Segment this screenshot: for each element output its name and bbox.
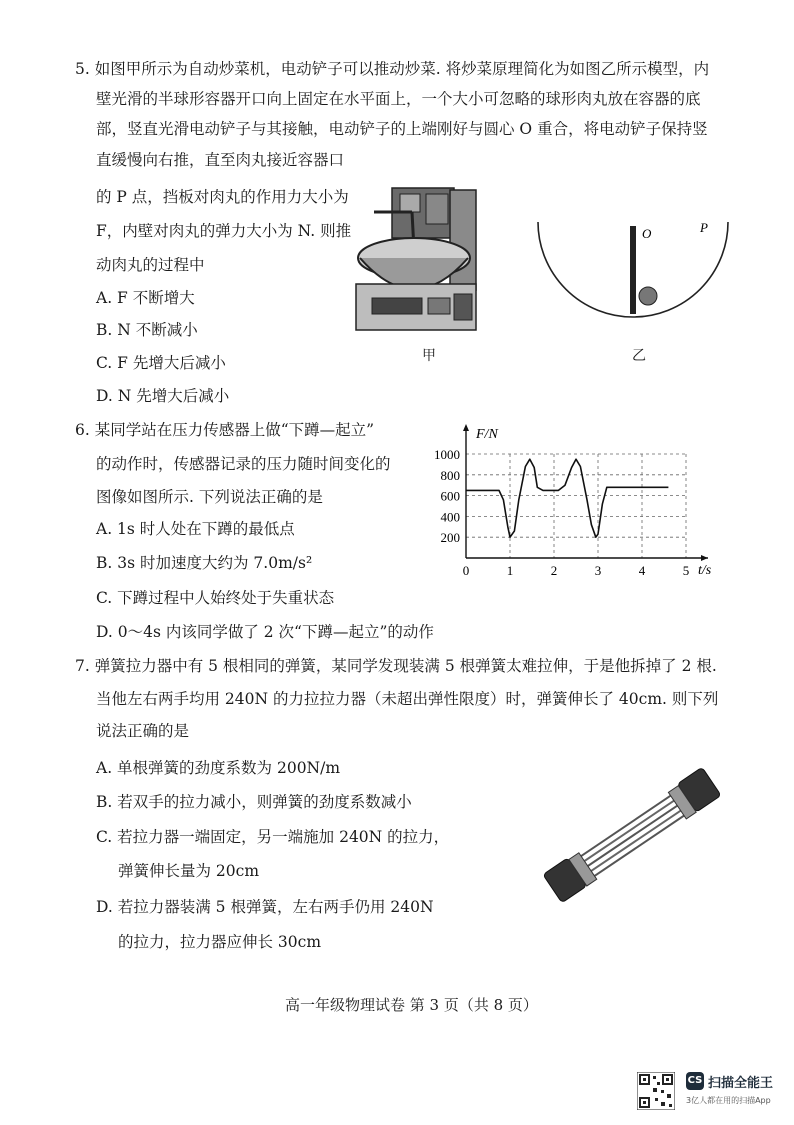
y-axis-arrow <box>463 424 469 431</box>
x-tick-label: 3 <box>594 563 602 578</box>
x-tick-label: 1 <box>506 563 514 578</box>
y-tick-label: 400 <box>440 509 460 525</box>
q6-option-c: C. 下蹲过程中人始终处于失重状态 <box>96 589 335 607</box>
x-tick-label: 4 <box>638 563 646 578</box>
q6-option-d: D. 0～4s 内该同学做了 2 次“下蹲—起立”的动作 <box>96 623 434 641</box>
q5-line-5: 的 P 点，挡板对肉丸的作用力大小为 <box>96 188 349 206</box>
q6-option-a: A. 1s 时人处在下蹲的最低点 <box>96 520 295 538</box>
q7-line-1: 7. 弹簧拉力器中有 5 根相同的弹簧，某同学发现装满 5 根弹簧太难拉伸，于是他拆掉了 2 根. <box>75 657 717 675</box>
q7-option-c: C. 若拉力器一端固定，另一端施加 240N 的拉力， <box>96 828 450 846</box>
q5-option-b: B. N 不断减小 <box>96 321 198 339</box>
q5-line-2: 壁光滑的半球形容器开口向上固定在水平面上，一个大小可忽略的球形肉丸放在容器的底 <box>96 90 701 108</box>
q5-line-3: 部，竖直光滑电动铲子与其接触，电动铲子的上端刚好与圆心 O 重合，将电动铲子保持竖 <box>96 120 708 138</box>
y-tick-label: 600 <box>440 488 460 504</box>
q5-line-4: 直缓慢向右推，直至肉丸接近容器口 <box>96 151 345 169</box>
x-tick-label: 0 <box>462 563 470 578</box>
q7-option-d: D. 若拉力器装满 5 根弹簧，左右两手仍用 240N <box>96 898 434 916</box>
y-tick-label: 200 <box>440 530 460 546</box>
x-axis-arrow <box>701 555 708 561</box>
q5-option-c: C. F 先增大后减小 <box>96 354 226 372</box>
y-axis-label: F/N <box>476 427 498 442</box>
q7-option-c-cont: 弹簧伸长量为 20cm <box>118 862 260 880</box>
spatula-rod <box>630 226 636 314</box>
q5-option-d: D. N 先增大后减小 <box>96 387 230 405</box>
label-p: P <box>700 220 708 235</box>
x-axis-label: t/s <box>698 563 712 578</box>
spring-expander-figure <box>530 760 735 910</box>
y-tick-label: 800 <box>440 467 460 483</box>
qr-code-icon <box>637 1072 675 1110</box>
q5-line-1: 5. 如图甲所示为自动炒菜机，电动铲子可以推动炒菜. 将炒菜原理简化为如图乙所示模型，内 <box>75 60 710 78</box>
x-tick-label: 2 <box>550 563 558 578</box>
force-series-line <box>466 459 668 537</box>
camscanner-name: 扫描全能王 <box>708 1076 774 1091</box>
q5-option-a: A. F 不断增大 <box>96 289 195 307</box>
q7-line-2: 当他左右两手均用 240N 的力拉拉力器（未超出弹性限度）时，弹簧伸长了 40cm. 则下列 <box>96 690 719 708</box>
figure-jia-label: 甲 <box>422 348 436 364</box>
page-footer: 高一年级物理试卷 第 3 页（共 8 页） <box>285 996 538 1014</box>
cooking-machine-figure <box>352 180 482 340</box>
q6-line-1: 6. 某同学站在压力传感器上做“下蹲—起立” <box>75 421 375 439</box>
q7-option-b: B. 若双手的拉力减小，则弹簧的劲度系数减小 <box>96 793 412 811</box>
camscanner-tagline: 3亿人都在用的扫描App <box>686 1096 771 1105</box>
hemisphere-figure <box>530 212 740 327</box>
q6-option-b: B. 3s 时加速度大约为 7.0m/s² <box>96 554 313 572</box>
figure-yi-label: 乙 <box>632 348 646 364</box>
y-tick-label: 1000 <box>434 447 460 462</box>
q7-option-a: A. 单根弹簧的劲度系数为 200N/m <box>96 759 341 777</box>
q6-line-2: 的动作时，传感器记录的压力随时间变化的 <box>96 455 391 473</box>
q5-line-6: F，内壁对肉丸的弹力大小为 N. 则推 <box>96 222 352 240</box>
label-o: O <box>642 226 652 241</box>
q5-line-7: 动肉丸的过程中 <box>96 256 205 274</box>
meatball <box>639 287 657 305</box>
camscanner-logo-icon: CS <box>686 1072 704 1090</box>
q7-option-d-cont: 的拉力，拉力器应伸长 30cm <box>118 933 322 951</box>
x-tick-label: 5 <box>682 563 690 578</box>
force-time-chart <box>420 418 730 583</box>
q7-line-3: 说法正确的是 <box>96 722 190 740</box>
q6-line-3: 图像如图所示. 下列说法正确的是 <box>96 488 323 506</box>
